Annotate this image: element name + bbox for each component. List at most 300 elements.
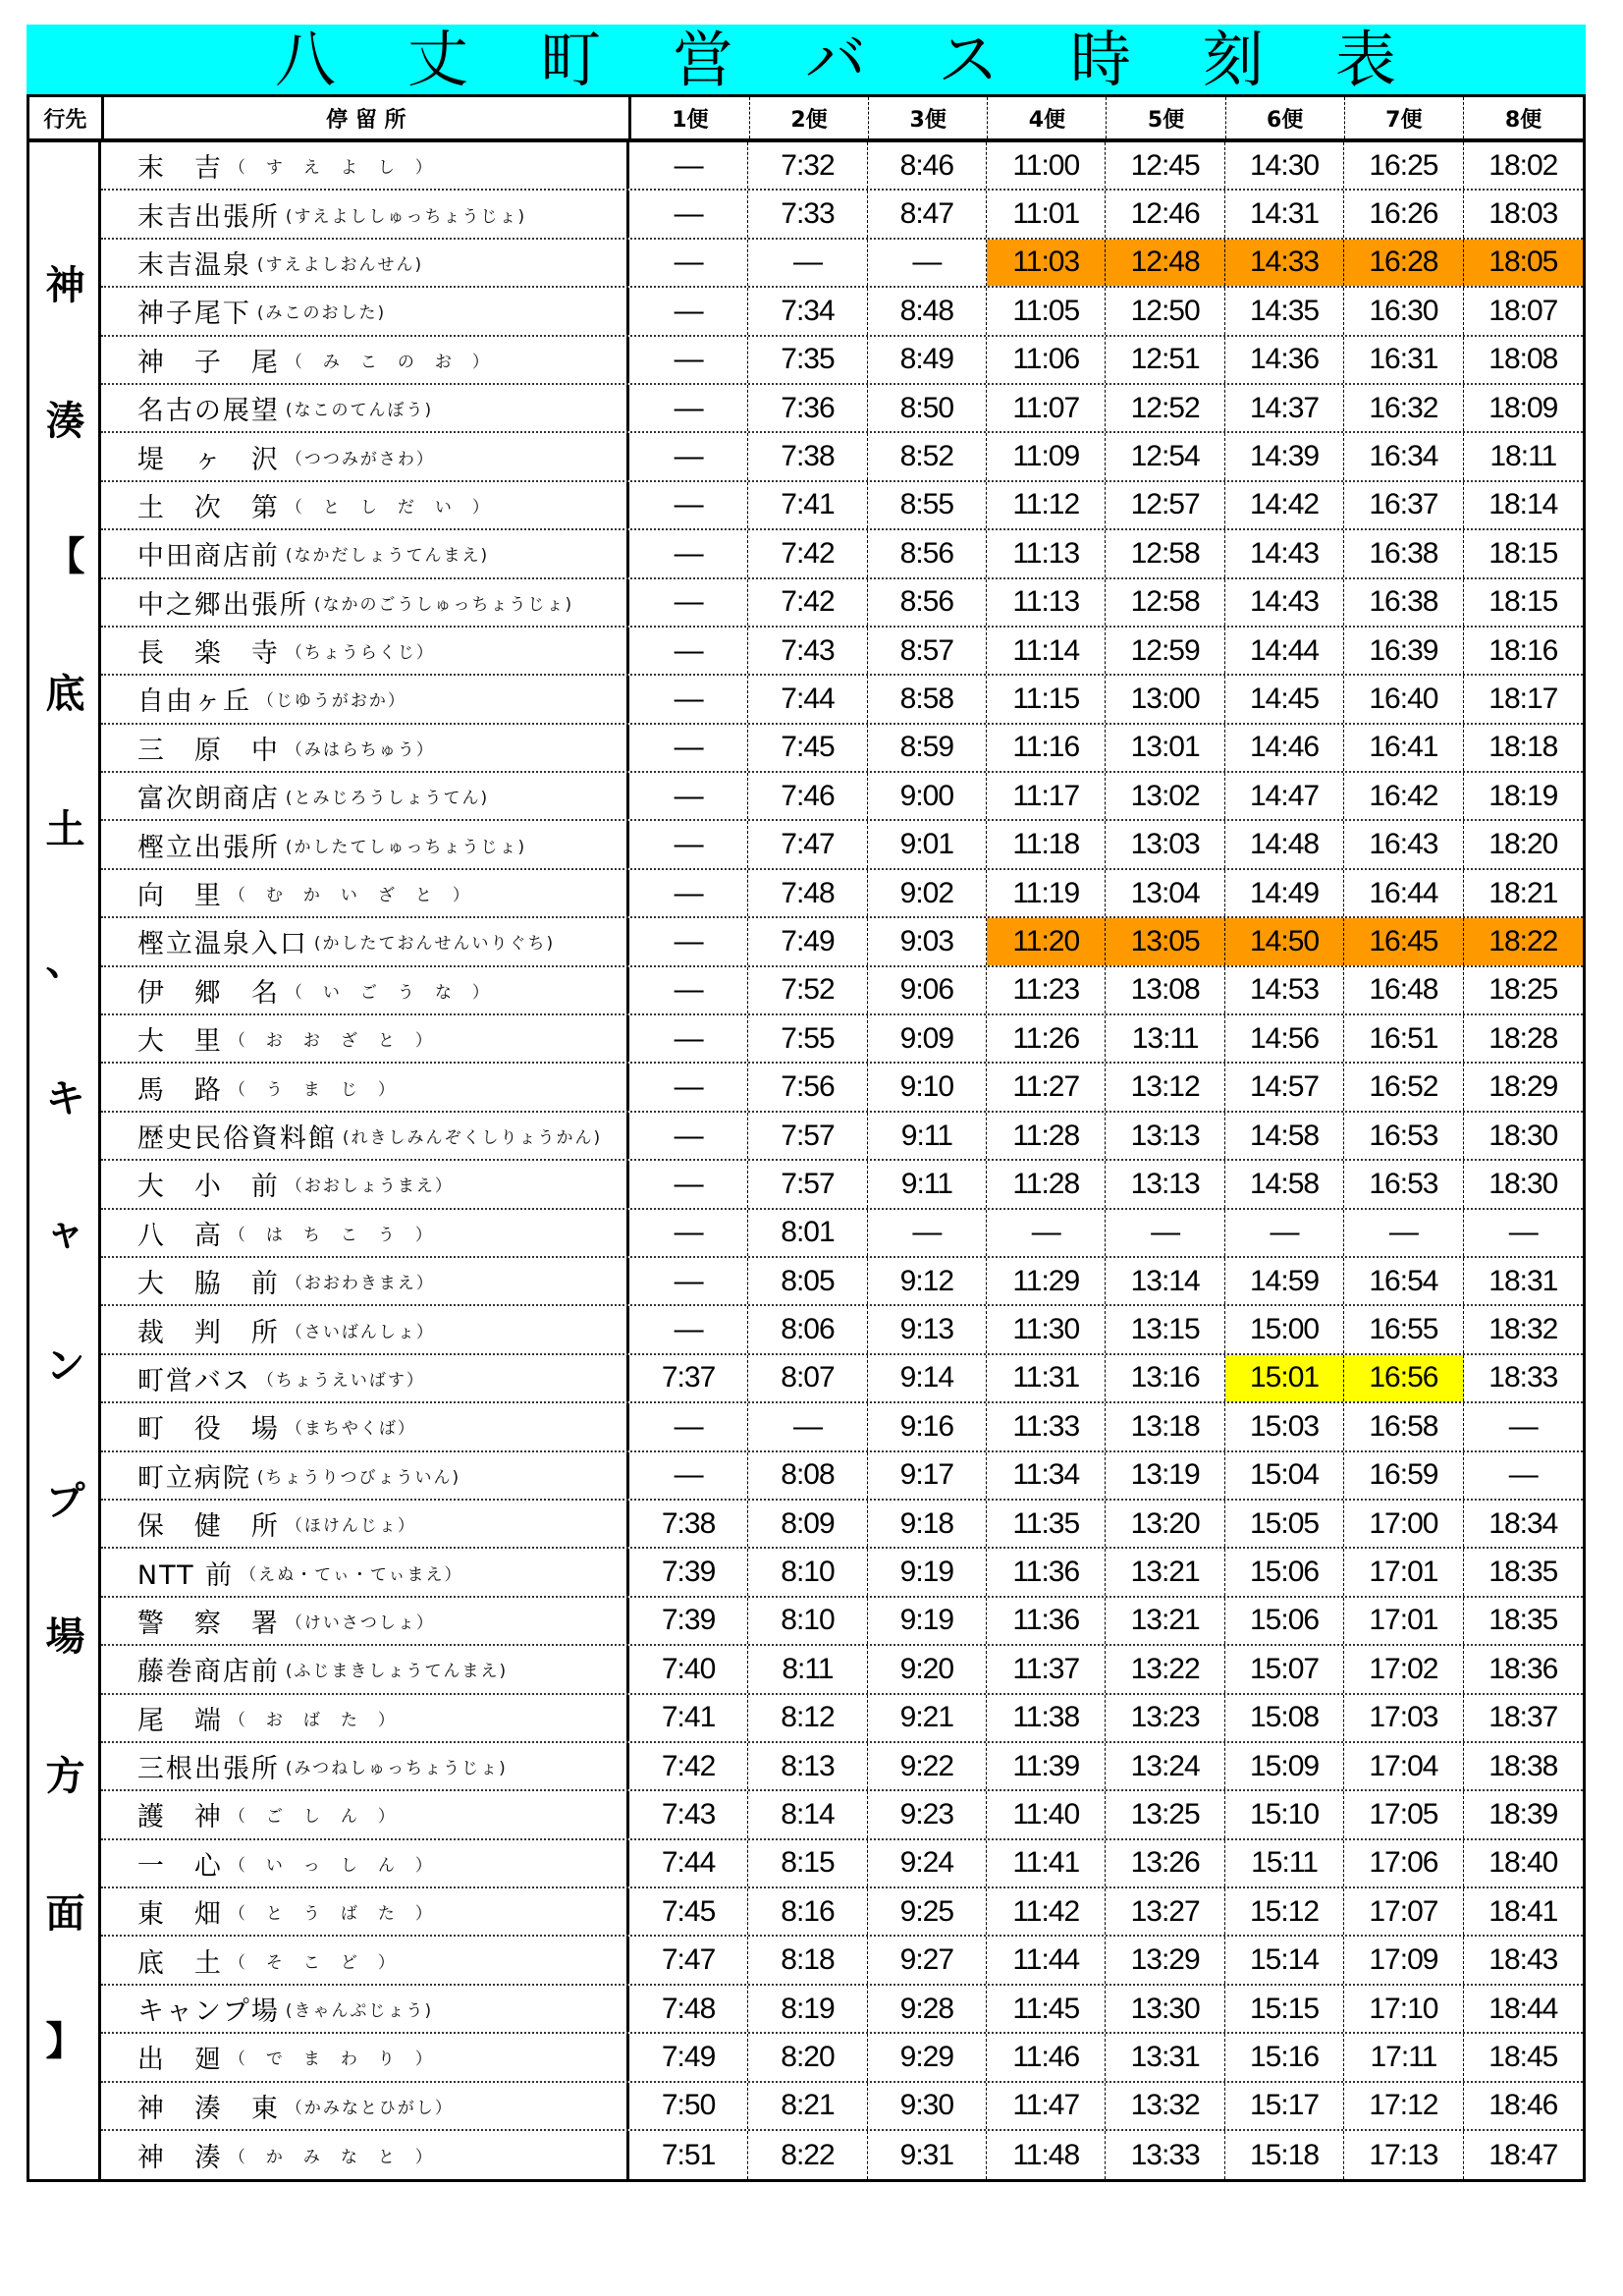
departure-time-cell: 11:35 [987, 1501, 1106, 1547]
departure-time-cell: 18:41 [1488, 1894, 1558, 1928]
departure-time-cell: 8:55 [868, 482, 987, 528]
table-row [101, 385, 1583, 433]
departure-time-cell: 16:37 [1344, 482, 1463, 528]
departure-time-cell: 18:25 [1488, 973, 1558, 1007]
stop-reading: （ む か い ざ と ） [228, 886, 471, 906]
departure-time-cell: 14:58 [1225, 1113, 1344, 1159]
bus-stop-cell [101, 628, 629, 674]
departure-time-cell: 11:34 [987, 1452, 1106, 1499]
bus-stop-cell [101, 1258, 629, 1304]
stop-reading: (なかのごうしゅっちょうじょ) [313, 594, 574, 615]
stop-reading: （さいばんしょ） [285, 1322, 435, 1342]
stop-name: 町営バス [136, 1365, 251, 1396]
stop-reading: (ふじまきしょうてんまえ) [285, 1662, 509, 1682]
bus-stop-cell [101, 1113, 629, 1159]
stop-name: NTT 前 [136, 1559, 235, 1591]
departure-time-cell: 17:10 [1344, 1986, 1463, 2032]
departure-time-cell: 18:14 [1488, 488, 1558, 521]
bus-stop-cell [101, 1501, 629, 1547]
departure-time-cell: 9:25 [868, 1888, 987, 1935]
departure-time-cell: 11:33 [987, 1403, 1106, 1449]
bus-stop-cell [101, 1937, 629, 1983]
departure-time-cell: 8:56 [868, 579, 987, 626]
departure-time-cell: 12:46 [1106, 191, 1224, 237]
departure-time-cell: 16:48 [1344, 967, 1463, 1013]
departure-time-cell: — [629, 870, 748, 916]
stop-name: 出 廻 [136, 2045, 223, 2076]
departure-time-cell: 17:04 [1344, 1743, 1463, 1789]
header-bus-stop: 停 留 所 [104, 97, 631, 138]
destination-vertical-label [29, 142, 101, 2179]
departure-time-cell: 8:52 [868, 433, 987, 479]
departure-time-cell: 18:11 [1489, 440, 1557, 473]
table-row [101, 967, 1583, 1015]
stop-reading: （おおわきまえ） [285, 1274, 435, 1294]
departure-time-cell: 18:32 [1488, 1313, 1558, 1346]
destination-char: 面 [45, 1891, 85, 1937]
departure-time-cell: 18:40 [1488, 1846, 1558, 1880]
bus-stop-cell [101, 2131, 629, 2179]
departure-time-cell: 15:03 [1225, 1403, 1344, 1449]
stop-reading: （みはらちゅう） [285, 739, 435, 760]
departure-time-cell: 16:38 [1344, 530, 1463, 576]
departure-time-cell: 8:48 [868, 288, 987, 334]
header-trip-5: 5便 [1107, 97, 1225, 138]
departure-time-cell: 14:45 [1225, 676, 1344, 722]
departure-time-cell: 13:27 [1106, 1888, 1224, 1935]
departure-time-cell: 16:54 [1344, 1258, 1463, 1304]
header-trip-4: 4便 [988, 97, 1107, 138]
stop-name: 中之郷出張所 [136, 589, 308, 621]
departure-time-cell: 9:12 [868, 1258, 987, 1304]
departure-time-cell: 11:18 [987, 821, 1106, 867]
departure-time-cell: 7:49 [748, 918, 867, 964]
page-title [85, 25, 1586, 94]
timetable [27, 94, 1586, 2182]
stop-name: 裁 判 所 [136, 1317, 280, 1348]
departure-time-cell: 9:06 [868, 967, 987, 1013]
departure-time-cell: 9:28 [868, 1986, 987, 2032]
bus-stop-cell [101, 1549, 629, 1595]
bus-stop-cell [101, 337, 629, 383]
bus-stop-cell [101, 1452, 629, 1499]
departure-time-cell: — [629, 1064, 748, 1110]
departure-time-cell: 7:57 [748, 1161, 867, 1207]
departure-time-cell: 14:57 [1225, 1064, 1344, 1110]
stop-reading: (ちょうりつびょういん) [256, 1467, 461, 1488]
stop-reading: （おおしょうまえ） [285, 1176, 454, 1197]
stop-reading: （ そ こ ど ） [228, 1952, 397, 1973]
departure-time-cell: 8:57 [868, 628, 987, 674]
departure-time-cell: 11:44 [987, 1937, 1106, 1983]
departure-time-cell: 9:02 [868, 870, 987, 916]
stop-name: 町 役 場 [136, 1414, 280, 1446]
departure-time-cell: 9:21 [868, 1695, 987, 1741]
stop-name: 長 楽 寺 [136, 638, 280, 670]
departure-time-cell: 9:03 [868, 918, 987, 964]
table-row [101, 1598, 1583, 1646]
departure-time-cell: 13:20 [1106, 1501, 1224, 1547]
departure-time-cell: 8:15 [748, 1840, 867, 1886]
bus-stop-cell [101, 918, 629, 964]
departure-time-cell: — [629, 433, 748, 479]
departure-time-cell: 16:34 [1344, 433, 1463, 479]
departure-time-cell: — [629, 1161, 748, 1207]
departure-time-cell: 8:10 [748, 1598, 867, 1644]
stop-reading: (すえよししゅっちょうじょ) [285, 206, 527, 227]
departure-time-cell: 15:08 [1225, 1695, 1344, 1741]
departure-time-cell: 13:22 [1106, 1646, 1224, 1692]
table-row [101, 628, 1583, 676]
departure-time-cell: 16:52 [1344, 1064, 1463, 1110]
departure-time-cell: 7:32 [748, 142, 867, 189]
departure-time-cell: 18:15 [1488, 536, 1558, 570]
departure-time-cell: — [629, 530, 748, 576]
bus-stop-cell [101, 1161, 629, 1207]
departure-time-cell: — [629, 1015, 748, 1062]
departure-time-cell: 7:55 [748, 1015, 867, 1062]
departure-time-cell: — [629, 1210, 748, 1256]
stop-reading: (みこのおした) [256, 303, 387, 324]
departure-time-cell: 7:34 [748, 288, 867, 334]
departure-time-cell: 16:30 [1344, 288, 1463, 334]
departure-time-cell: 18:39 [1488, 1797, 1558, 1831]
departure-time-cell: 7:50 [629, 2083, 748, 2129]
stop-name: 中田商店前 [136, 541, 280, 573]
bus-stop-cell [101, 530, 629, 576]
title-banner [27, 25, 1586, 94]
bus-stop-cell [101, 2083, 629, 2129]
departure-time-cell: 13:13 [1106, 1161, 1224, 1207]
header-trip-2: 2便 [750, 97, 869, 138]
stop-name: 底 土 [136, 1947, 223, 1979]
departure-time-cell: 13:29 [1106, 1937, 1224, 1983]
departure-time-cell: — [629, 1306, 748, 1352]
table-row [101, 1937, 1583, 1985]
destination-char: 方 [45, 1754, 85, 1799]
departure-time-cell: 7:42 [748, 530, 867, 576]
departure-time-cell: 13:15 [1106, 1306, 1224, 1352]
departure-time-cell: 8:18 [748, 1937, 867, 1983]
departure-time-cell: 16:40 [1344, 676, 1463, 722]
departure-time-cell: 15:06 [1225, 1598, 1344, 1644]
departure-time-cell: 12:58 [1106, 530, 1224, 576]
stop-reading: (なこのてんぼう) [285, 401, 434, 421]
table-header [29, 97, 1583, 142]
table-row [101, 1888, 1583, 1937]
table-row [101, 530, 1583, 578]
departure-time-cell: 12:58 [1106, 579, 1224, 626]
departure-time-cell: 8:47 [868, 191, 987, 237]
departure-time-cell: 7:41 [629, 1695, 748, 1741]
departure-time-cell: 12:59 [1106, 628, 1224, 674]
departure-time-cell: 9:13 [868, 1306, 987, 1352]
departure-time-cell: — [629, 918, 748, 964]
departure-time-cell: 15:01 [1225, 1355, 1344, 1401]
stop-name: 三根出張所 [136, 1754, 280, 1785]
departure-time-cell: 18:46 [1488, 2089, 1558, 2122]
table-row [101, 142, 1583, 191]
departure-time-cell: 17:09 [1344, 1937, 1463, 1983]
departure-time-cell: 8:58 [868, 676, 987, 722]
departure-time-cell: 11:46 [987, 2034, 1106, 2080]
departure-time-cell: 8:59 [868, 725, 987, 771]
departure-time-cell: 9:09 [868, 1015, 987, 1062]
departure-time-cell: — [629, 1403, 748, 1449]
departure-time-cell: 7:42 [748, 579, 867, 626]
departure-time-cell: — [629, 337, 748, 383]
departure-time-cell: — [1508, 1409, 1538, 1443]
destination-char: キ [45, 1076, 85, 1121]
departure-time-cell: 11:42 [987, 1888, 1106, 1935]
departure-time-cell: 9:27 [868, 1937, 987, 1983]
table-row [101, 1743, 1583, 1791]
departure-time-cell: 8:16 [748, 1888, 867, 1935]
bus-stop-cell [101, 1888, 629, 1935]
departure-time-cell: 7:38 [748, 433, 867, 479]
table-row [101, 918, 1583, 966]
departure-time-cell: — [629, 240, 748, 286]
departure-time-cell: 8:14 [748, 1791, 867, 1837]
departure-time-cell: 11:28 [987, 1113, 1106, 1159]
stop-reading: （えぬ・てぃ・てぃまえ） [240, 1564, 463, 1585]
stop-reading: （ほけんじょ） [285, 1516, 416, 1537]
departure-time-cell: 7:40 [629, 1646, 748, 1692]
departure-time-cell: 15:17 [1225, 2083, 1344, 2129]
title-char: 時 [1069, 24, 1131, 95]
stop-name: 樫立温泉入口 [136, 929, 308, 960]
stop-reading: (みつねしゅっちょうじょ) [285, 1759, 508, 1779]
stop-reading: (かしたておんせんいりぐち) [313, 934, 556, 955]
table-row [101, 773, 1583, 821]
stop-name: 大 里 [136, 1026, 223, 1058]
table-row [101, 482, 1583, 530]
departure-time-cell: 11:16 [987, 725, 1106, 771]
departure-time-cell: 11:45 [987, 1986, 1106, 2032]
table-row [101, 240, 1583, 288]
stop-name: 大 小 前 [136, 1172, 280, 1203]
departure-time-cell: 16:53 [1344, 1113, 1463, 1159]
departure-time-cell: 18:35 [1488, 1556, 1558, 1589]
stop-reading: （ちょうらくじ） [285, 643, 435, 664]
departure-time-cell: 18:47 [1488, 2138, 1558, 2171]
departure-time-cell: 8:07 [748, 1355, 867, 1401]
header-trip-8: 8便 [1504, 107, 1542, 133]
table-row [101, 1015, 1583, 1064]
departure-time-cell: 13:05 [1106, 918, 1224, 964]
departure-time-cell: 13:26 [1106, 1840, 1224, 1886]
stop-name: 樫立出張所 [136, 832, 280, 863]
table-row [101, 1501, 1583, 1549]
departure-time-cell: — [868, 240, 987, 286]
departure-time-cell: 7:35 [748, 337, 867, 383]
departure-time-cell: 15:10 [1225, 1791, 1344, 1837]
departure-time-cell: 12:52 [1106, 385, 1224, 431]
stop-name: 三 原 中 [136, 735, 280, 766]
departure-time-cell: 14:50 [1225, 918, 1344, 964]
departure-time-cell: 8:11 [748, 1646, 867, 1692]
departure-time-cell: 11:17 [987, 773, 1106, 819]
departure-time-cell: — [629, 967, 748, 1013]
departure-time-cell: 18:34 [1488, 1506, 1558, 1540]
departure-time-cell: 11:20 [987, 918, 1106, 964]
table-row [101, 725, 1583, 773]
departure-time-cell: 18:43 [1488, 1943, 1558, 1977]
departure-time-cell: 18:22 [1464, 918, 1583, 964]
departure-time-cell: — [629, 628, 748, 674]
header-trip-1: 1便 [631, 97, 750, 138]
departure-time-cell: 13:01 [1106, 725, 1224, 771]
departure-time-cell: 7:37 [629, 1355, 748, 1401]
departure-time-cell: 16:53 [1344, 1161, 1463, 1207]
departure-time-cell: 12:57 [1106, 482, 1224, 528]
departure-time-cell: 13:24 [1106, 1743, 1224, 1789]
stop-name: 神 子 尾 [136, 347, 280, 378]
departure-time-cell: 18:18 [1488, 731, 1558, 764]
departure-time-cell: 18:38 [1488, 1749, 1558, 1782]
table-row [101, 1113, 1583, 1161]
departure-time-cell: 12:51 [1106, 337, 1224, 383]
departure-time-cell: 13:12 [1106, 1064, 1224, 1110]
destination-char: ン [45, 1343, 85, 1389]
departure-time-cell: 14:30 [1225, 142, 1344, 189]
departure-time-cell: 11:38 [987, 1695, 1106, 1741]
departure-time-cell: — [629, 385, 748, 431]
departure-time-cell: 14:59 [1225, 1258, 1344, 1304]
stop-name: 東 畑 [136, 1899, 223, 1931]
departure-time-cell: — [748, 240, 867, 286]
stop-name: 尾 端 [136, 1705, 223, 1736]
departure-time-cell: 7:52 [748, 967, 867, 1013]
departure-time-cell: 18:36 [1488, 1652, 1558, 1685]
departure-time-cell: 11:40 [987, 1791, 1106, 1837]
stop-reading: (なかだしょうてんまえ) [285, 546, 490, 567]
departure-time-cell: 7:41 [748, 482, 867, 528]
departure-time-cell: 13:14 [1106, 1258, 1224, 1304]
departure-time-cell: 16:45 [1344, 918, 1463, 964]
departure-time-cell: 14:46 [1225, 725, 1344, 771]
departure-time-cell: 13:31 [1106, 2034, 1224, 2080]
departure-time-cell: 7:48 [629, 1986, 748, 2032]
departure-time-cell: 12:54 [1106, 433, 1224, 479]
departure-time-cell: 16:32 [1344, 385, 1463, 431]
stop-name: 名古の展望 [136, 396, 280, 427]
departure-time-cell: 12:50 [1106, 288, 1224, 334]
table-row [101, 1306, 1583, 1354]
stop-name: 神 湊 [136, 2143, 223, 2174]
stop-name: 保 健 所 [136, 1511, 280, 1543]
bus-stop-cell [101, 2034, 629, 2080]
departure-time-cell: 13:11 [1106, 1015, 1224, 1062]
departure-time-cell: — [1508, 1216, 1538, 1249]
departure-time-cell: 11:37 [987, 1646, 1106, 1692]
departure-time-cell: — [748, 1403, 867, 1449]
departure-time-cell: 14:49 [1225, 870, 1344, 916]
departure-time-cell: 16:59 [1344, 1452, 1463, 1499]
departure-time-cell: 8:05 [748, 1258, 867, 1304]
stop-reading: （ は ち こ う ） [228, 1225, 434, 1245]
stop-reading: （ す え よ し ） [228, 158, 434, 179]
departure-time-cell: 15:04 [1225, 1452, 1344, 1499]
departure-time-cell: 17:01 [1344, 1598, 1463, 1644]
stop-name: 藤巻商店前 [136, 1657, 280, 1688]
departure-time-cell: 18:08 [1488, 343, 1558, 376]
departure-time-cell: 11:30 [987, 1306, 1106, 1352]
departure-time-cell: 11:26 [987, 1015, 1106, 1062]
departure-time-cell: 8:49 [868, 337, 987, 383]
stop-reading: （ い ご う な ） [285, 982, 491, 1003]
departure-time-cell: 9:31 [868, 2131, 987, 2179]
bus-stop-cell [101, 870, 629, 916]
stop-reading: （かみなとひがし） [285, 2098, 454, 2118]
departure-time-cell: 11:47 [987, 2083, 1106, 2129]
departure-time-cell: 18:02 [1488, 148, 1558, 182]
departure-time-cell: 14:47 [1225, 773, 1344, 819]
departure-time-cell: 7:43 [629, 1791, 748, 1837]
stop-reading: (れきしみんぞくしりょうかん) [342, 1128, 603, 1148]
table-row [101, 579, 1583, 628]
departure-time-cell: 14:53 [1225, 967, 1344, 1013]
departure-time-cell: 11:31 [987, 1355, 1106, 1401]
departure-time-cell: 14:58 [1225, 1161, 1344, 1207]
departure-time-cell: 13:30 [1106, 1986, 1224, 2032]
departure-time-cell: 18:31 [1488, 1264, 1558, 1297]
departure-time-cell: 13:04 [1106, 870, 1224, 916]
stop-name: 警 察 署 [136, 1608, 280, 1639]
departure-time-cell: 9:01 [868, 821, 987, 867]
departure-time-cell: 9:30 [868, 2083, 987, 2129]
bus-stop-cell [101, 1403, 629, 1449]
bus-stop-cell [101, 1598, 629, 1644]
header-trip-3: 3便 [869, 97, 988, 138]
departure-time-cell: 11:39 [987, 1743, 1106, 1789]
table-row [101, 2131, 1583, 2179]
departure-time-cell: 11:01 [987, 191, 1106, 237]
departure-time-cell: 7:46 [748, 773, 867, 819]
departure-time-cell: 18:16 [1488, 633, 1558, 667]
bus-stop-cell [101, 967, 629, 1013]
bus-stop-cell [101, 1743, 629, 1789]
departure-time-cell: 7:33 [748, 191, 867, 237]
departure-time-cell: 17:03 [1344, 1695, 1463, 1741]
departure-time-cell: 14:39 [1225, 433, 1344, 479]
stop-name: 町立病院 [136, 1462, 251, 1494]
departure-time-cell: 11:03 [987, 240, 1106, 286]
departure-time-cell: 16:43 [1344, 821, 1463, 867]
bus-stop-cell [101, 1791, 629, 1837]
departure-time-cell: 8:09 [748, 1501, 867, 1547]
destination-char: 神 [45, 263, 85, 308]
departure-time-cell: 17:06 [1344, 1840, 1463, 1886]
stop-reading: （ お お ざ と ） [228, 1031, 434, 1052]
stop-name: 向 里 [136, 881, 223, 912]
header-destination: 行先 [29, 97, 104, 138]
departure-time-cell: 16:44 [1344, 870, 1463, 916]
departure-time-cell: — [629, 676, 748, 722]
departure-time-cell: — [629, 142, 748, 189]
departure-time-cell: 9:10 [868, 1064, 987, 1110]
departure-time-cell: 13:16 [1106, 1355, 1224, 1401]
departure-time-cell: 8:21 [748, 2083, 867, 2129]
bus-stop-cell [101, 725, 629, 771]
stop-reading: （つつみがさわ） [285, 449, 435, 469]
departure-time-cell: — [629, 725, 748, 771]
departure-time-cell: 18:19 [1488, 779, 1558, 812]
departure-time-cell: 11:36 [987, 1549, 1106, 1595]
departure-time-cell: 7:47 [629, 1937, 748, 1983]
table-row [101, 288, 1583, 336]
departure-time-cell: 11:06 [987, 337, 1106, 383]
